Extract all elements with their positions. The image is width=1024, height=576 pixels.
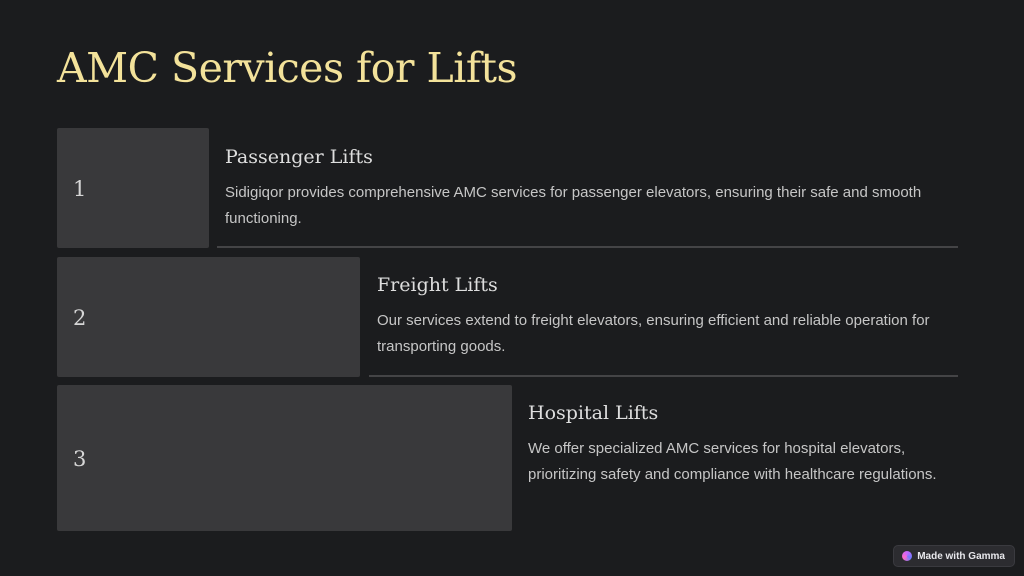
step-content-1 xyxy=(225,144,955,232)
step-description-1: Sidigiqor provides comprehensive AMC services for passenger elevators, ensuring their safe and smooth functioning. xyxy=(225,184,922,227)
step-number-box-1 xyxy=(57,128,209,248)
made-with-gamma-badge[interactable] xyxy=(893,545,1015,567)
step-heading-2: Freight Lifts xyxy=(377,274,498,296)
step-description-2: Our services extend to freight elevators, ensuring efficient and reliable operation for transporting goods. xyxy=(377,312,930,355)
step-content-3 xyxy=(528,400,960,488)
step-content-2 xyxy=(377,272,937,360)
step-number-box-3 xyxy=(57,385,512,531)
step-divider-2 xyxy=(369,375,958,377)
badge-label: Made with Gamma xyxy=(917,550,1005,562)
step-divider-1 xyxy=(217,246,958,248)
step-description-3: We offer specialized AMC services for hospital elevators, prioritizing safety and compliance with healthcare regulations. xyxy=(528,440,937,483)
step-number-box-2 xyxy=(57,257,360,377)
slide-title: AMC Services for Lifts xyxy=(57,44,518,92)
step-number-3: 3 xyxy=(73,447,87,471)
step-number-2: 2 xyxy=(73,306,87,330)
gamma-logo-icon xyxy=(902,551,912,561)
step-number-1: 1 xyxy=(73,177,87,201)
step-heading-3: Hospital Lifts xyxy=(528,402,659,424)
step-heading-1: Passenger Lifts xyxy=(225,146,373,168)
